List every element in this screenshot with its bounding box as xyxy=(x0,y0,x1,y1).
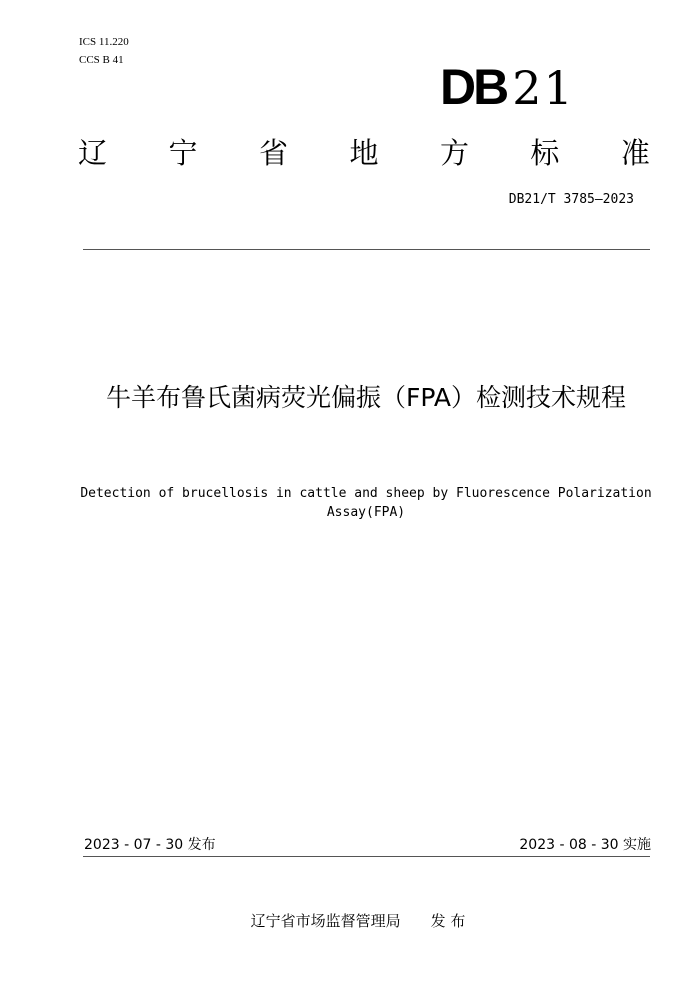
ics-code: ICS 11.220 xyxy=(79,36,129,48)
standard-mark-prefix: DB xyxy=(440,59,507,115)
issuer-action: 发 布 xyxy=(430,912,466,930)
issuer xyxy=(0,910,700,931)
document-title-chinese: 牛羊布鲁氏菌病荧光偏振（FPA）检测技术规程 xyxy=(106,383,626,412)
standard-type-char: 准 xyxy=(620,136,650,170)
publish-date: 2023 - 07 - 30 发布 xyxy=(84,837,216,853)
standard-type-char: 方 xyxy=(439,136,469,170)
document-title-english-line2: Assay(FPA) xyxy=(326,505,406,520)
standard-number: DB21/T 3785—2023 xyxy=(508,192,634,207)
standard-mark xyxy=(440,59,575,115)
standard-type-char: 宁 xyxy=(168,136,198,170)
standard-type-char: 地 xyxy=(349,136,379,170)
document-title-english xyxy=(60,484,672,522)
bottom-divider xyxy=(83,856,650,857)
top-divider xyxy=(83,249,650,250)
standard-type-char: 省 xyxy=(258,136,288,170)
standard-type-title xyxy=(78,135,650,171)
standard-type-char: 标 xyxy=(530,136,560,170)
standard-mark-number: 21 xyxy=(512,61,575,115)
standard-type-char: 辽 xyxy=(78,136,108,170)
document-title-english-line1: Detection of brucellosis in cattle and sheep by Fluorescence Polarization xyxy=(80,486,652,501)
ccs-code: CCS B 41 xyxy=(79,54,124,66)
implement-date: 2023 - 08 - 30 实施 xyxy=(519,837,651,853)
issuer-name: 辽宁省市场监督管理局 xyxy=(250,912,401,930)
